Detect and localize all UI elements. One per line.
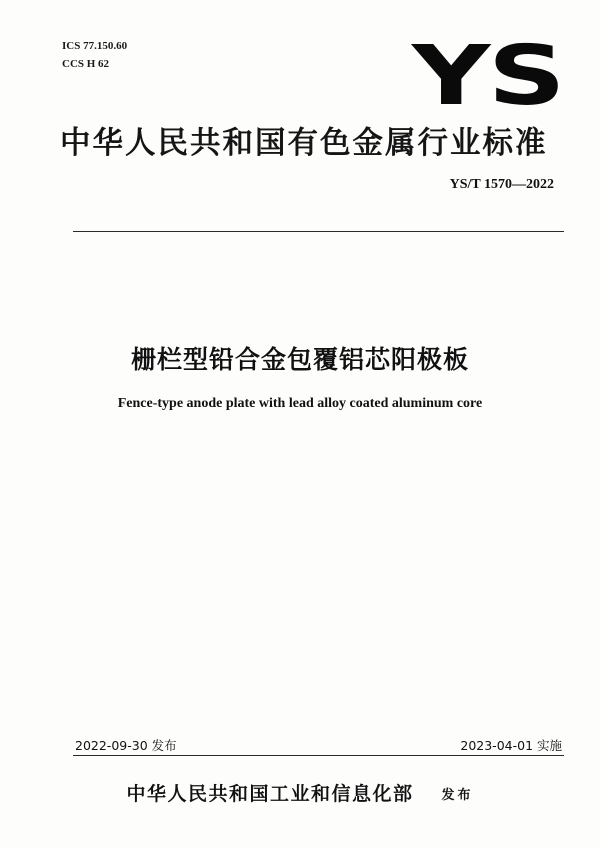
- ics-code: ICS 77.150.60: [62, 40, 128, 52]
- standard-category-title: 中华人民共和国有色金属行业标准: [60, 126, 548, 161]
- issue-label: 发布: [441, 788, 474, 803]
- top-divider: [73, 231, 564, 232]
- issue-date: 2022-09-30 发布: [75, 738, 177, 753]
- document-title-zh: 栅栏型铅合金包覆铝芯阳极板: [130, 345, 469, 374]
- classification-codes: [62, 37, 127, 73]
- standard-number: YS/T 1570—2022: [449, 177, 554, 192]
- bottom-divider: [73, 755, 564, 756]
- ccs-code: CCS H 62: [62, 58, 110, 70]
- issuer-line: [0, 779, 600, 806]
- implementation-date: 2023-04-01 实施: [460, 738, 562, 753]
- issuing-authority: 中华人民共和国工业和信息化部: [126, 783, 414, 805]
- document-title-en: Fence-type anode plate with lead alloy coated aluminum core: [117, 396, 483, 411]
- ys-logo: YS: [412, 29, 564, 124]
